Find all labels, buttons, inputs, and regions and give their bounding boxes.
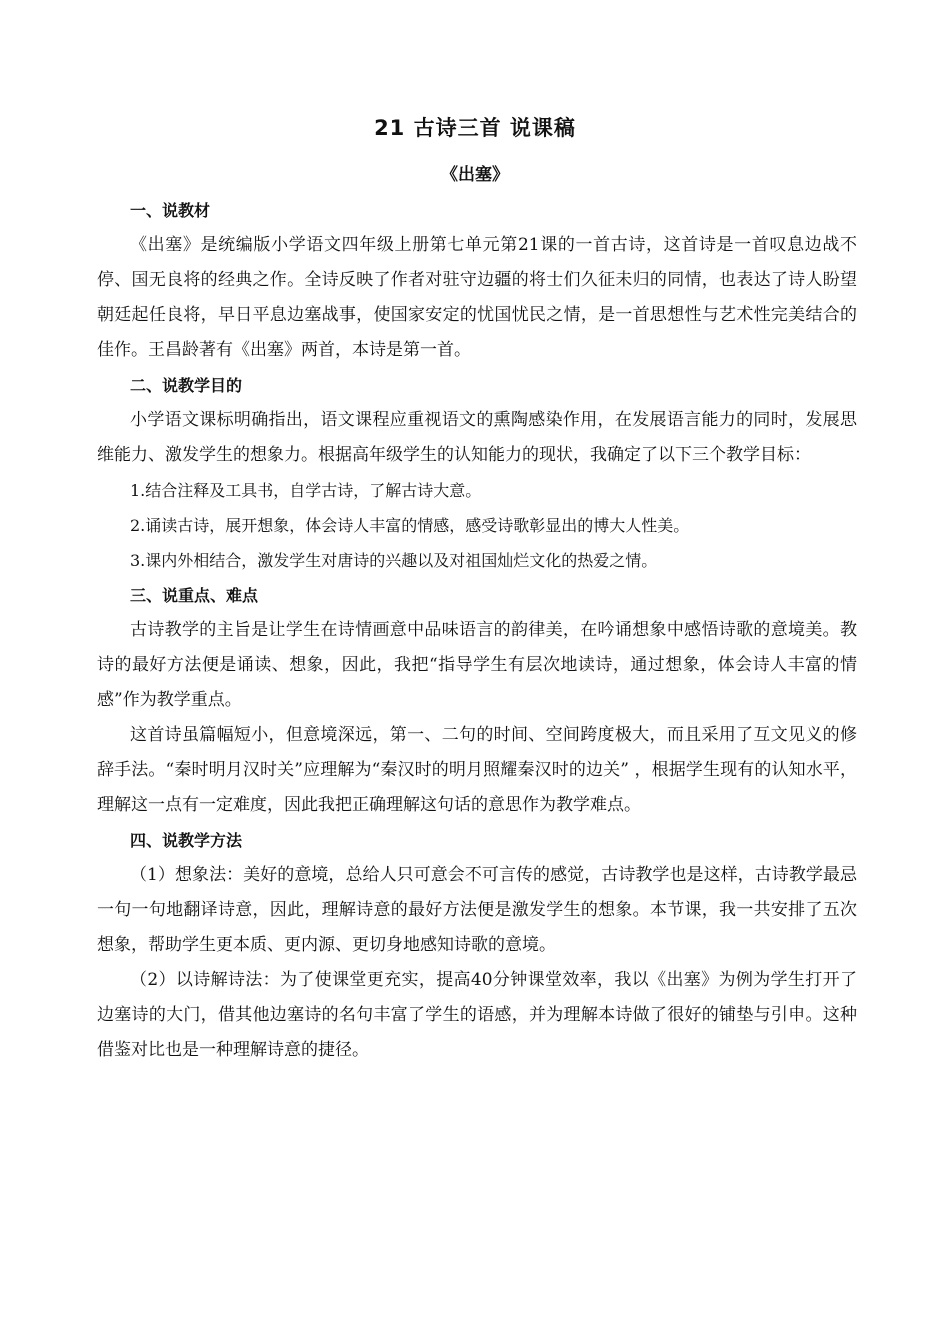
goal-item: 1.结合注释及工具书，自学古诗，了解古诗大意。 xyxy=(130,481,482,500)
paragraph: 《出塞》是统编版小学语文四年级上册第七单元第21课的一首古诗，这首诗是一首叹息边战不停、国无良将的经典之作。全诗反映了作者对驻守边疆的将士们久征未归的同情，也表达了诗人盼望朝廷起任良将，早日平息边塞战事，使国家安定的忧国忧民之情，是一首思想性与艺术性完美结合的佳作。王昌龄著有《出塞》两首，本诗是第一首。 xyxy=(97,235,857,360)
section-heading-teaching-methods: 四、说教学方法 xyxy=(130,831,243,850)
section-heading-key-points: 三、说重点、难点 xyxy=(130,586,259,605)
goal-item: 2.诵读古诗，展开想象，体会诗人丰富的情感，感受诗歌彰显出的博大人性美。 xyxy=(130,516,690,535)
paragraph: （2）以诗解诗法：为了使课堂更充实，提高40分钟课堂效率，我以《出塞》为例为学生打开了边塞诗的大门，借其他边塞诗的名句丰富了学生的语感，并为理解本诗做了很好的铺垫与引申。这种借鉴对比也是一种理解诗意的捷径。 xyxy=(97,970,857,1060)
paragraph: （1）想象法：美好的意境，总给人只可意会不可言传的感觉，古诗教学也是这样，古诗教学最忌一句一句地翻译诗意，因此，理解诗意的最好方法便是激发学生的想象。本节课，我一共安排了五次想象，帮助学生更本质、更内源、更切身地感知诗歌的意境。 xyxy=(97,865,857,955)
document-body xyxy=(97,193,857,1068)
paragraph: 小学语文课标明确指出，语文课程应重视语文的熏陶感染作用，在发展语言能力的同时，发展思维能力、激发学生的想象力。根据高年级学生的认知能力的现状，我确定了以下三个教学目标： xyxy=(97,410,857,465)
poem-subtitle: 《出塞》 xyxy=(441,165,509,185)
goal-item: 3.课内外相结合，激发学生对唐诗的兴趣以及对祖国灿烂文化的热爱之情。 xyxy=(130,551,658,570)
section-heading-teaching-goals: 二、说教学目的 xyxy=(130,376,243,395)
section-heading-teaching-material: 一、说教材 xyxy=(130,201,211,220)
page-title: 21 古诗三首 说课稿 xyxy=(374,116,576,140)
paragraph: 这首诗虽篇幅短小，但意境深远，第一、二句的时间、空间跨度极大，而且采用了互文见义的修辞手法。“秦时明月汉时关”应理解为“秦汉时的明月照耀秦汉时的边关” ，根据学生现有的认知水平，理解这一点有一定难度，因此我把正确理解这句话的意思作为教学难点。 xyxy=(97,725,857,815)
paragraph: 古诗教学的主旨是让学生在诗情画意中品味语言的韵律美，在吟诵想象中感悟诗歌的意境美。教诗的最好方法便是诵读、想象，因此，我把“指导学生有层次地读诗，通过想象，体会诗人丰富的情感”作为教学重点。 xyxy=(97,620,857,710)
